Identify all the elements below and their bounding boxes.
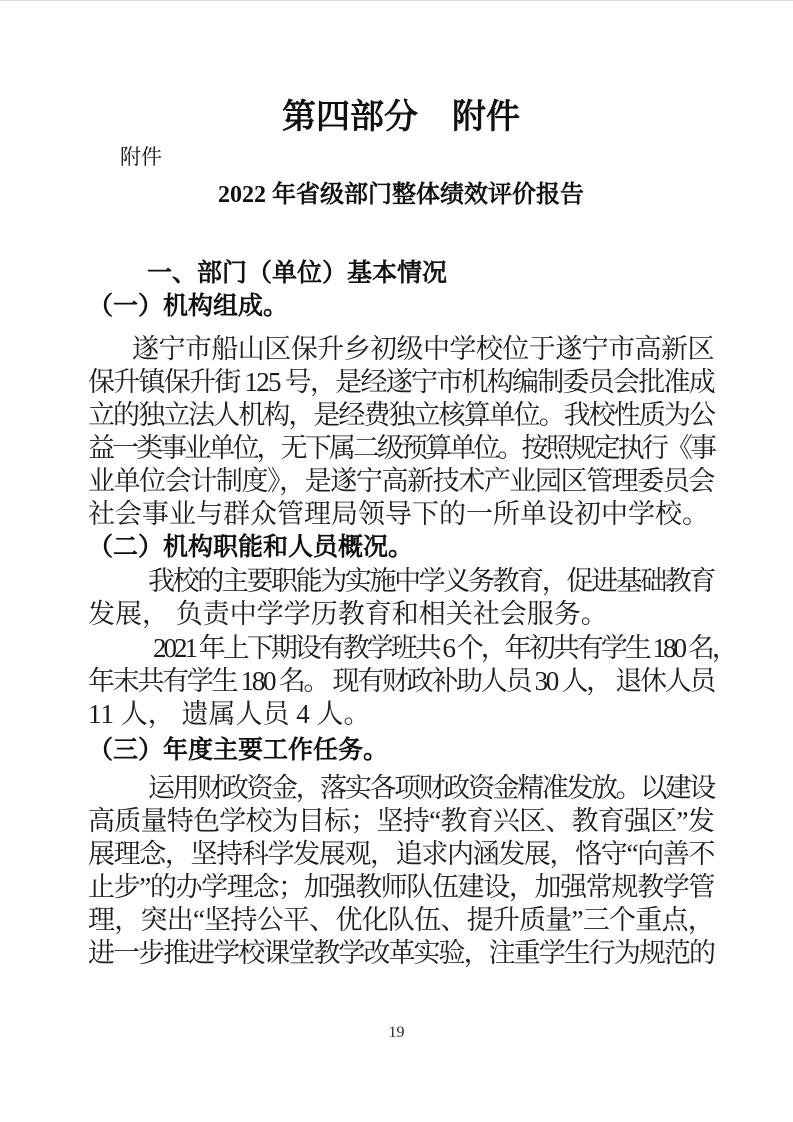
text-line: 我校的主要职能为实施中学义务教育，促进基础教育 — [148, 566, 715, 596]
text-line: 2021 年上下期设有教学班共 6 个，年初共有学生 180 名， — [153, 633, 736, 663]
text-line: 止步”的办学理念；加强教师队伍建设，加强常规教学管 — [88, 872, 714, 902]
text-line: 立的独立法人机构，是经费独立核算单位。我校性质为公 — [88, 400, 714, 430]
text-line: 进一步推进学校课堂教学改革实验，注重学生行为规范的 — [88, 938, 714, 968]
page-content — [88, 0, 736, 970]
report-title: 2022 年省级部门整体绩效评价报告 — [218, 182, 584, 208]
text-line: 社会事业与群众管理局领导下的一所单设初中学校。 — [88, 499, 709, 529]
subsection-heading: （二）机构职能和人员概况。 — [88, 534, 414, 561]
page-number: 19 — [388, 1024, 405, 1041]
section-heading: 一、部门（单位）基本情况 — [147, 259, 448, 287]
text-line: 年末共有学生 180 名。 现有财政补助人员 30 人， 退休人员 — [88, 666, 715, 696]
text-line: 保升镇保升街 125 号，是经遂宁市机构编制委员会批准成 — [88, 367, 714, 397]
document-title: 第四部分 附件 — [282, 98, 520, 136]
text-line: 理，突出“坚持公平、优化队伍、提升质量”三个重点， — [88, 905, 714, 935]
text-line: 发展， 负责中学学历教育和相关社会服务。 — [88, 599, 608, 629]
text-line: 11 人， 遗属人员 4 人。 — [88, 699, 371, 729]
text-line: 运用财政资金，落实各项财政资金精准发放。以建设 — [148, 773, 715, 803]
attachment-label: 附件 — [120, 146, 162, 169]
paragraph — [88, 565, 714, 631]
text-line: 展理念，坚持科学发展观，追求内涵发展，恪守“向善不 — [88, 839, 714, 869]
paragraph — [88, 333, 714, 531]
subsection-heading: （三）年度主要工作任务。 — [88, 737, 389, 764]
document-body — [88, 257, 736, 970]
subsection-heading: （一）机构组成。 — [88, 293, 289, 320]
text-line: 高质量特色学校为目标；坚持“教育兴区、教育强区”发 — [88, 806, 714, 836]
text-line: 遂宁市船山区保升乡初级中学校位于遂宁市高新区 — [132, 334, 714, 364]
text-line: 益一类事业单位，无下属二级预算单位。按照规定执行《事 — [88, 433, 715, 463]
paragraph — [88, 772, 714, 970]
paragraph — [88, 632, 736, 731]
text-line: 业单位会计制度》，是遂宁高新技术产业园区管理委员会 — [88, 466, 714, 496]
